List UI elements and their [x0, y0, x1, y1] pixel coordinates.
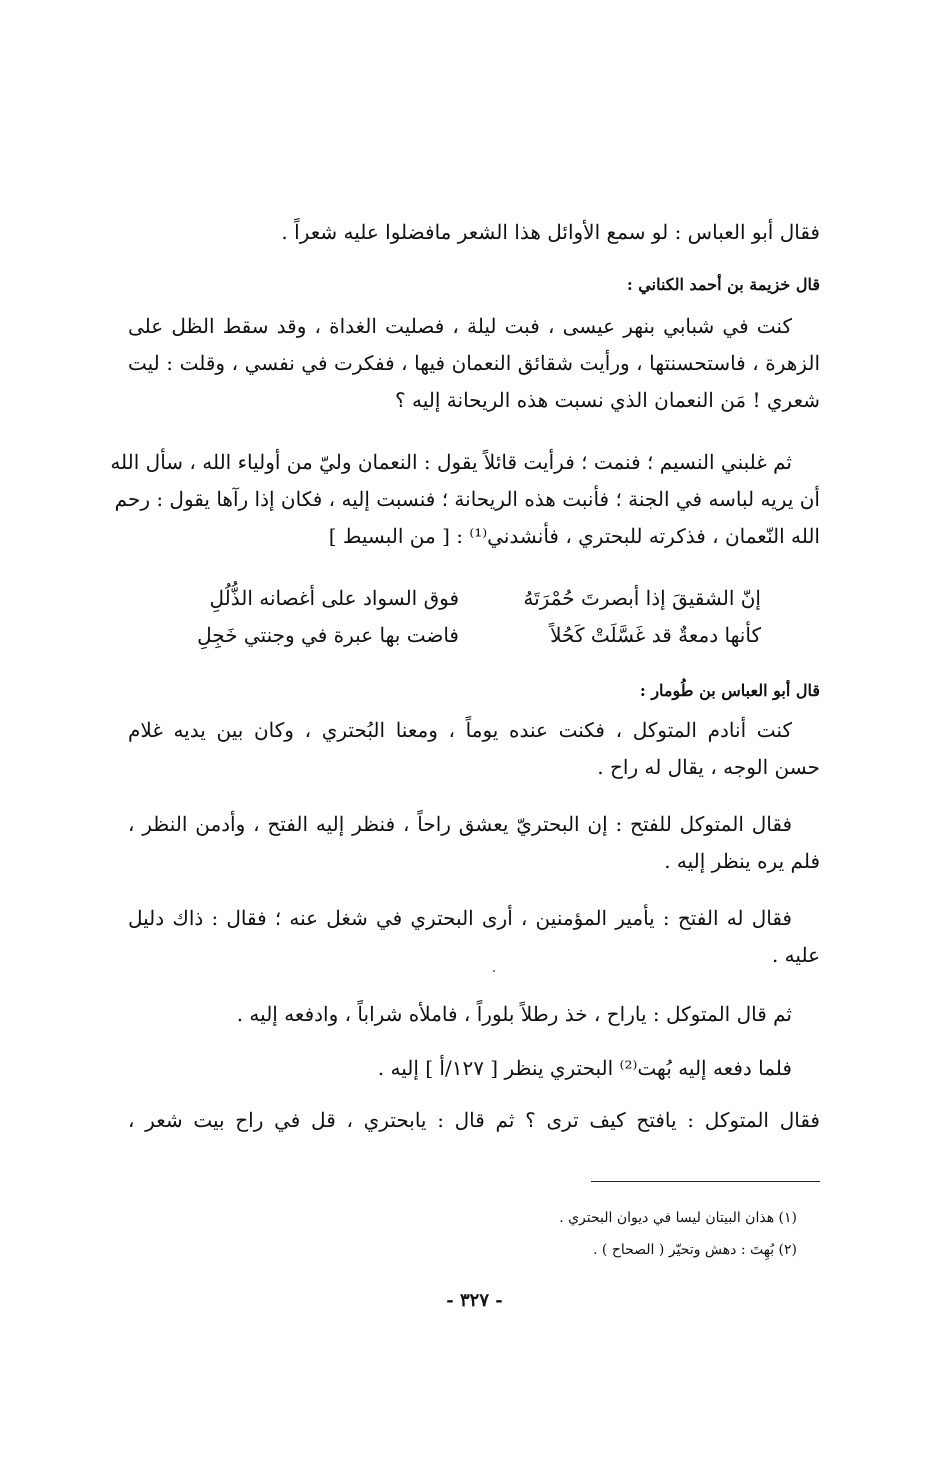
paragraph-fath-observes — [128, 806, 820, 880]
text-line: ثم غلبني النسيم ؛ فنمت ؛ فرأيت قائلاً يقول : النعمان وليّ من أولياء الله ، سأل الله — [110, 450, 792, 474]
print-speck — [493, 970, 495, 972]
text-line: عليه . — [771, 943, 820, 967]
text-line: فقال المتوكل : يافتح كيف ترى ؟ ثم قال : يابحتري ، قل في راح بيت شعر ، — [128, 1108, 820, 1132]
paragraph-nahr-isa — [128, 308, 820, 419]
section-heading: قال أبو العباس بن طُومار : — [639, 681, 820, 700]
text-line: ثم قال المتوكل : ياراح ، خذ رطلاً بلوراً ، فاملأه شراباً ، وادفعه إليه . — [236, 1002, 792, 1026]
footnote-2: (٢) بُهِتَ : دهش وتحيّر ( الصحاح ) . — [593, 1242, 797, 1258]
text-line: شعري ! مَن النعمان الذي نسبت هذه الريحانة إليه ؟ — [395, 388, 820, 412]
verse-2-first-hemistich: كأنها دمعةٌ قد غَسَّلَتْ كَحُلاً — [550, 623, 761, 647]
verse-1-first-hemistich: إنّ الشقيقَ إذا أبصرتَ حُمْرَتَهُ — [523, 586, 761, 610]
page-number: - ٣٢٧ - — [446, 1290, 503, 1311]
text-line: الله النّعمان ، فذكرته للبحتري ، فأنشدني⁽¹⁾ : [ من البسيط ] — [328, 524, 820, 548]
section-heading-khuzayma — [128, 270, 820, 300]
text-line: فقال له الفتح : يأمير المؤمنين ، أرى البحتري في شغل عنه ؛ فقال : ذاك دليل — [128, 906, 792, 930]
paragraph-cup-order — [128, 996, 820, 1033]
text-line: فقال المتوكل للفتح : إن البحتريّ يعشق راحاً ، فنظر إليه الفتح ، وأدمن النظر ، — [128, 812, 792, 836]
text-line: حسن الوجه ، يقال له راح . — [597, 755, 820, 779]
text-line: فلما دفعه إليه بُهت⁽²⁾ البحتري ينظر [ ١٢٧/أ ] إليه . — [377, 1056, 792, 1080]
footnote-separator — [591, 1181, 820, 1182]
text-line: فقال أبو العباس : لو سمع الأوائل هذا الشعر مافضلوا عليه شعراً . — [281, 220, 820, 244]
paragraph-buhtari-stunned — [128, 1050, 820, 1087]
text-line: كنت في شبابي بنهر عيسى ، فبت ليلة ، فصليت الغداة ، وقد سقط الظل على — [128, 314, 792, 338]
section-heading-ibn-tumar — [128, 676, 820, 706]
verse-2-second-hemistich: فاضت بها عبرة في وجنتي خَجِلِ — [197, 623, 459, 647]
text-line: الزهرة ، فاستحسنتها ، ورأيت شقائق النعمان فيها ، ففكرت في نفسي ، وقلت : ليت — [128, 351, 820, 375]
text-line: كنت أنادم المتوكل ، فكنت عنده يوماً ، ومعنا البُحتري ، وكان بين يديه غلام — [128, 718, 792, 742]
paragraph-abu-abbas-remark — [128, 214, 820, 251]
section-heading: قال خزيمة بن أحمد الكناني : — [626, 275, 820, 294]
paragraph-fath-reply — [128, 900, 820, 974]
verse-1-second-hemistich: فوق السواد على أغصانه الذُّلُلِ — [209, 586, 459, 610]
text-line: أن يريه لباسه في الجنة ؛ فأنبت هذه الريحانة ؛ فنسبت إليه ، فكان إذا رآها يقول : رحم — [114, 487, 820, 511]
footnote-1: (١) هذان البيتان ليسا في ديوان البحتري . — [559, 1210, 797, 1226]
paragraph-mutawakkil-request — [128, 1102, 820, 1139]
paragraph-mutawakkil-gathering — [128, 712, 820, 786]
paragraph-dream — [110, 444, 820, 555]
text-line: فلم يره ينظر إليه . — [664, 849, 820, 873]
